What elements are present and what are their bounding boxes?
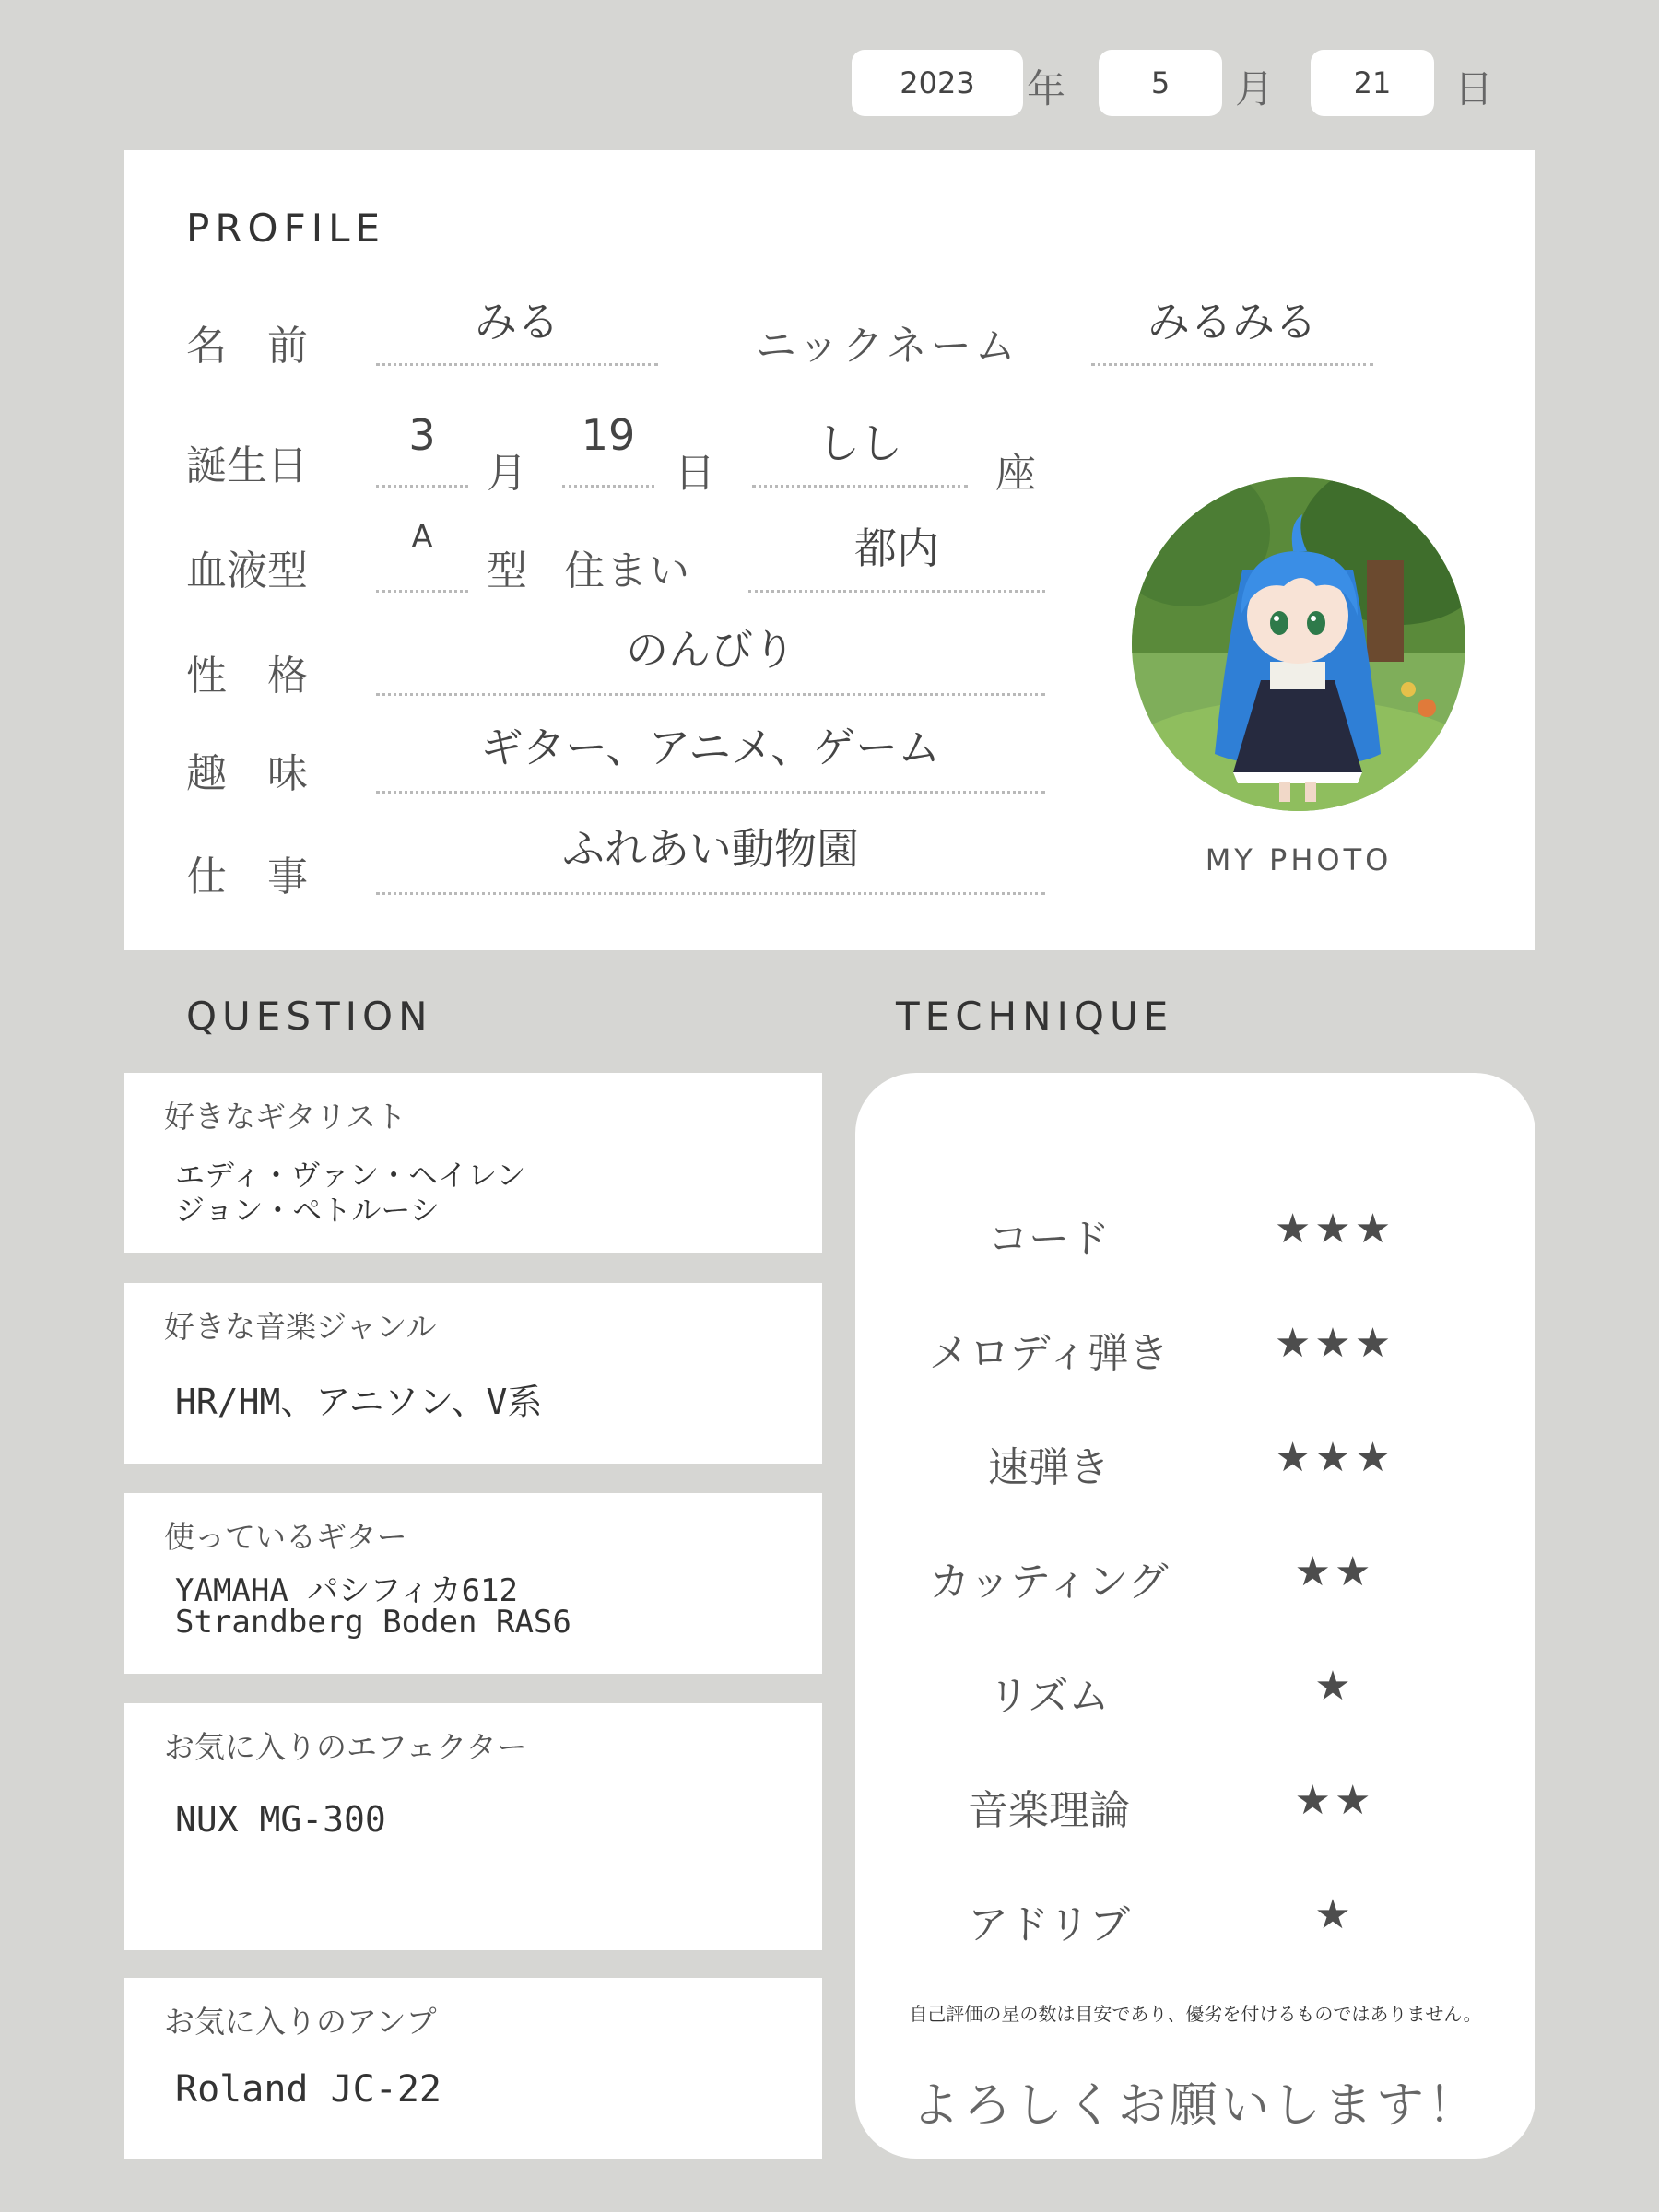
birthday-day-unit: 日 — [675, 450, 715, 497]
day-field[interactable]: 21 — [1311, 50, 1434, 116]
skill-name: コード — [988, 1216, 1110, 1263]
skill-name: 音楽理論 — [968, 1787, 1130, 1834]
star-rating-icon: ★ — [1314, 1891, 1355, 1938]
question-title: QUESTION — [186, 994, 433, 1039]
question-card-effector — [124, 1703, 822, 1950]
birthday-month-unit: 月 — [487, 450, 527, 497]
personality-field[interactable]: のんびり — [376, 617, 1045, 696]
question-card-favorite-genre — [124, 1283, 822, 1464]
answer-line: エディ・ヴァン・ヘイレン — [175, 1158, 526, 1193]
job-label: 仕 事 — [186, 853, 308, 900]
photo-caption: MY PHOTO — [1205, 842, 1393, 877]
hobby-label: 趣 味 — [186, 750, 308, 797]
blood-type-unit: 型 — [487, 547, 527, 594]
star-rating-icon: ★★★ — [1274, 1206, 1395, 1253]
question-label: お気に入りのアンプ — [164, 2004, 437, 2040]
profile-title: PROFILE — [186, 206, 386, 251]
skill-name: メロディ弾き — [928, 1330, 1170, 1377]
skill-name: アドリブ — [968, 1901, 1130, 1948]
birthday-label: 誕生日 — [186, 442, 308, 489]
answer-line: YAMAHA パシフィカ612 — [175, 1572, 518, 1609]
day-unit: 日 — [1454, 66, 1494, 112]
skill-name: リズム — [988, 1673, 1110, 1720]
question-label: 使っているギター — [164, 1519, 407, 1555]
blood-type-field[interactable]: A — [376, 519, 468, 593]
answer-line: Roland JC-22 — [175, 2068, 441, 2111]
year-unit: 年 — [1027, 66, 1066, 112]
month-unit: 月 — [1235, 66, 1275, 112]
technique-card — [855, 1073, 1535, 2159]
star-rating-icon: ★★ — [1294, 1548, 1375, 1595]
self-evaluation-note: 自己評価の星の数は目安であり、優劣を付けるものではありません。 — [909, 2003, 1482, 2025]
skill-name: カッティング — [929, 1559, 1169, 1606]
technique-title: TECHNIQUE — [896, 994, 1174, 1039]
birthday-day-field[interactable]: 19 — [562, 410, 654, 488]
year-field[interactable]: 2023 — [852, 50, 1023, 116]
answer-line: ジョン・ペトルーシ — [175, 1193, 440, 1228]
profile-photo — [1132, 477, 1465, 811]
zodiac-field[interactable]: しし — [752, 410, 968, 488]
job-field[interactable]: ふれあい動物園 — [376, 816, 1045, 895]
question-label: 好きなギタリスト — [164, 1099, 407, 1135]
personality-label: 性 格 — [186, 653, 308, 700]
question-card-guitars — [124, 1493, 822, 1674]
birthday-month-field[interactable]: 3 — [376, 410, 468, 488]
answer-line: Strandberg Boden RAS6 — [175, 1604, 571, 1641]
question-card-amp — [124, 1978, 822, 2159]
star-rating-icon: ★★★ — [1274, 1320, 1395, 1367]
star-rating-icon: ★★ — [1294, 1777, 1375, 1824]
residence-label: 住まい — [564, 547, 691, 594]
question-label: 好きな音楽ジャンル — [164, 1309, 437, 1345]
star-rating-icon: ★★★ — [1274, 1434, 1395, 1481]
star-rating-icon: ★ — [1314, 1663, 1355, 1710]
hobby-field[interactable]: ギター、アニメ、ゲーム — [376, 714, 1045, 794]
name-label: 名 前 — [186, 323, 308, 370]
blood-type-label: 血液型 — [186, 547, 308, 594]
answer-line: NUX MG-300 — [175, 1799, 386, 1840]
question-label: お気に入りのエフェクター — [164, 1729, 527, 1765]
zodiac-unit: 座 — [995, 450, 1036, 497]
name-field[interactable]: みる — [376, 288, 658, 366]
residence-field[interactable]: 都内 — [748, 515, 1045, 593]
nickname-field[interactable]: みるみる — [1091, 288, 1373, 366]
answer-line: HR/HM、アニソン、V系 — [175, 1382, 543, 1422]
nickname-label: ニックネーム — [756, 323, 1019, 370]
month-field[interactable]: 5 — [1099, 50, 1222, 116]
closing-message: よろしくお願いします！ — [911, 2078, 1479, 2134]
chibi-character-illustration — [1132, 477, 1465, 811]
skill-name: 速弾き — [988, 1444, 1110, 1491]
question-card-favorite-guitarist — [124, 1073, 822, 1253]
